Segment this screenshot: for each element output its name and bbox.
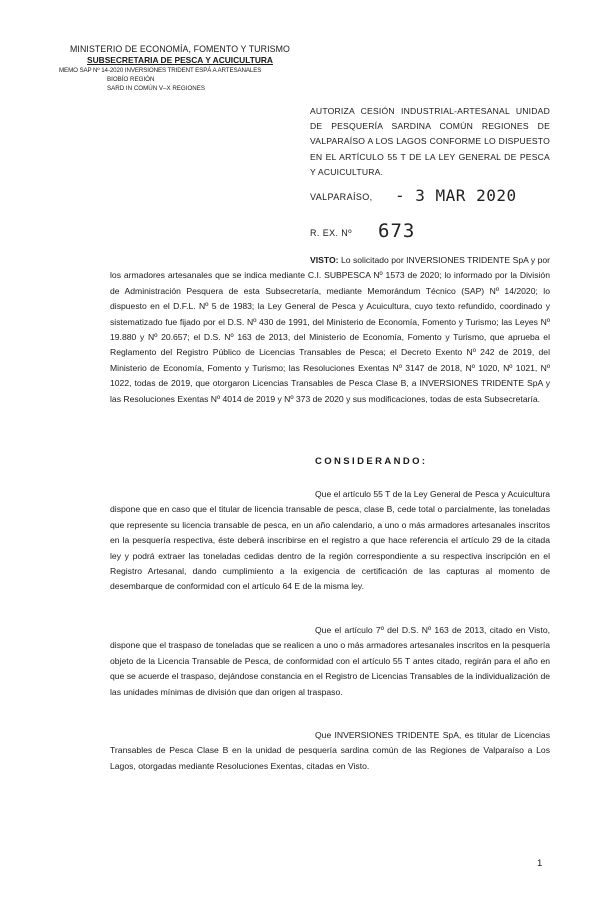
- visto-section: [110, 253, 550, 407]
- resolution-title: AUTORIZA CESIÓN INDUSTRIAL-ARTESANAL UNIDAD DE PESQUERÍA SARDINA COMÚN REGIONES DE VALPARAÍSO A LOS LAGOS CONFORME LO DISPUESTO EN EL ARTÍCULO 55 T DE LA LEY GENERAL DE PESCA Y ACUICULTURA.: [310, 106, 550, 177]
- considerando-paragraph: [110, 728, 550, 774]
- subsecretaria-name: SUBSECRETARIA DE PESCA Y ACUICULTURA: [87, 55, 273, 65]
- date-stamp: - 3 MAR 2020: [395, 186, 517, 205]
- paragraph-text: Que INVERSIONES TRIDENTE SpA, es titular de Licencias Transables de Pesca Clase B en la unidad de pesquería sardina común de las Regiones de Valparaíso a Los Lagos, otorgadas mediante Resoluciones Exentas, citadas en Visto.: [110, 730, 550, 771]
- considerando-paragraph: [110, 487, 550, 595]
- page-number: 1: [537, 858, 543, 869]
- visto-heading: VISTO:: [310, 255, 339, 265]
- paragraph-text: Que el artículo 55 T de la Ley General de Pesca y Acuicultura dispone que en caso que el titular de licencia transable de pesca, clase B, cede total o parcialmente, las toneladas que represente su licencia transable de pesca, en un año calendario, a uno o más armadores artesanales inscritos en la pesquería respectiva, éste deberá inscribirse en el registro a que hace referencia el artículo 29 de la citada ley y podrá extraer las toneladas cedidas dentro de la región correspondiente a su respectiva inscripción en el Registro Artesanal, dando cumplimiento a la exigencia de certificación de las capturas al momento de desembarque de conformidad con el artículo 64 E de la misma ley.: [110, 489, 550, 592]
- memo-reference: MEMO SAP Nº 14-2020 INVERSIONES TRIDENT ESPÁ A ARTESANALES: [59, 67, 262, 74]
- region-reference: BIOBÍO REGIÓN: [107, 76, 155, 83]
- visto-text: Lo solicitado por INVERSIONES TRIDENTE SpA y por los armadores artesanales que se indica mediante C.I. SUBPESCA Nº 1573 de 2020; lo informado por la División de Administración Pesquera de esta Subsecretaría, mediante Memorándum Técnico (SAP) Nº 14/2020; lo dispuesto en el D.F.L. Nº 5 de 1983; la Ley General de Pesca y Acuicultura, cuyo texto refundido, coordinado y sistematizado fue fijado por el D.S. Nº 430 de 1991, del Ministerio de Economía, Fomento y Turismo; las Leyes Nº 19.880 y Nº 20.657; el D.S. Nº 163 de 2013, del Ministerio de Economía, Fomento y Turismo, que aprueba el Reglamento del Registro Público de Licencias Transables de Pesca; el Decreto Exento Nº 242 de 2019, del Ministerio de Economía, Fomento y Turismo; las Resoluciones Exentas Nº 3147 de 2018, Nº 1020, Nº 1021, Nº 1022, todas de 2019, que otorgaron Licencias Transables de Pesca Clase B, a INVERSIONES TRIDENTE SpA y las Resoluciones Exentas Nº 4014 de 2019 y Nº 373 de 2020 y sus modificaciones, todas de esta Subsecretaría.: [110, 255, 551, 404]
- considerando-paragraph: [110, 623, 550, 700]
- ministry-name: MINISTERIO DE ECONOMÍA, FOMENTO Y TURISMO: [70, 44, 290, 54]
- place-label: VALPARAÍSO,: [310, 192, 373, 202]
- resolution-number: 673: [378, 220, 416, 242]
- letterhead: [60, 44, 300, 93]
- resolution-number-label: R. EX. Nº: [310, 228, 352, 238]
- fishery-reference: SARD IN COMÚN V–X REGIONES: [107, 85, 205, 92]
- paragraph-text: Que el artículo 7º del D.S. Nº 163 de 2013, citado en Visto, dispone que el traspaso de toneladas que se realicen a uno o más armadores artesanales inscritos en la pesquería objeto de la Licencia Transable de Pesca, de conformidad con el artículo 55 T antes citado, regirán para el año en que se acuerde el traspaso, dejándose constancia en el Registro de Licencias Transables de la individualización de las unidades mínimas de división que dan origen al traspaso.: [110, 625, 550, 697]
- considerando-heading: CONSIDERANDO:: [315, 456, 428, 467]
